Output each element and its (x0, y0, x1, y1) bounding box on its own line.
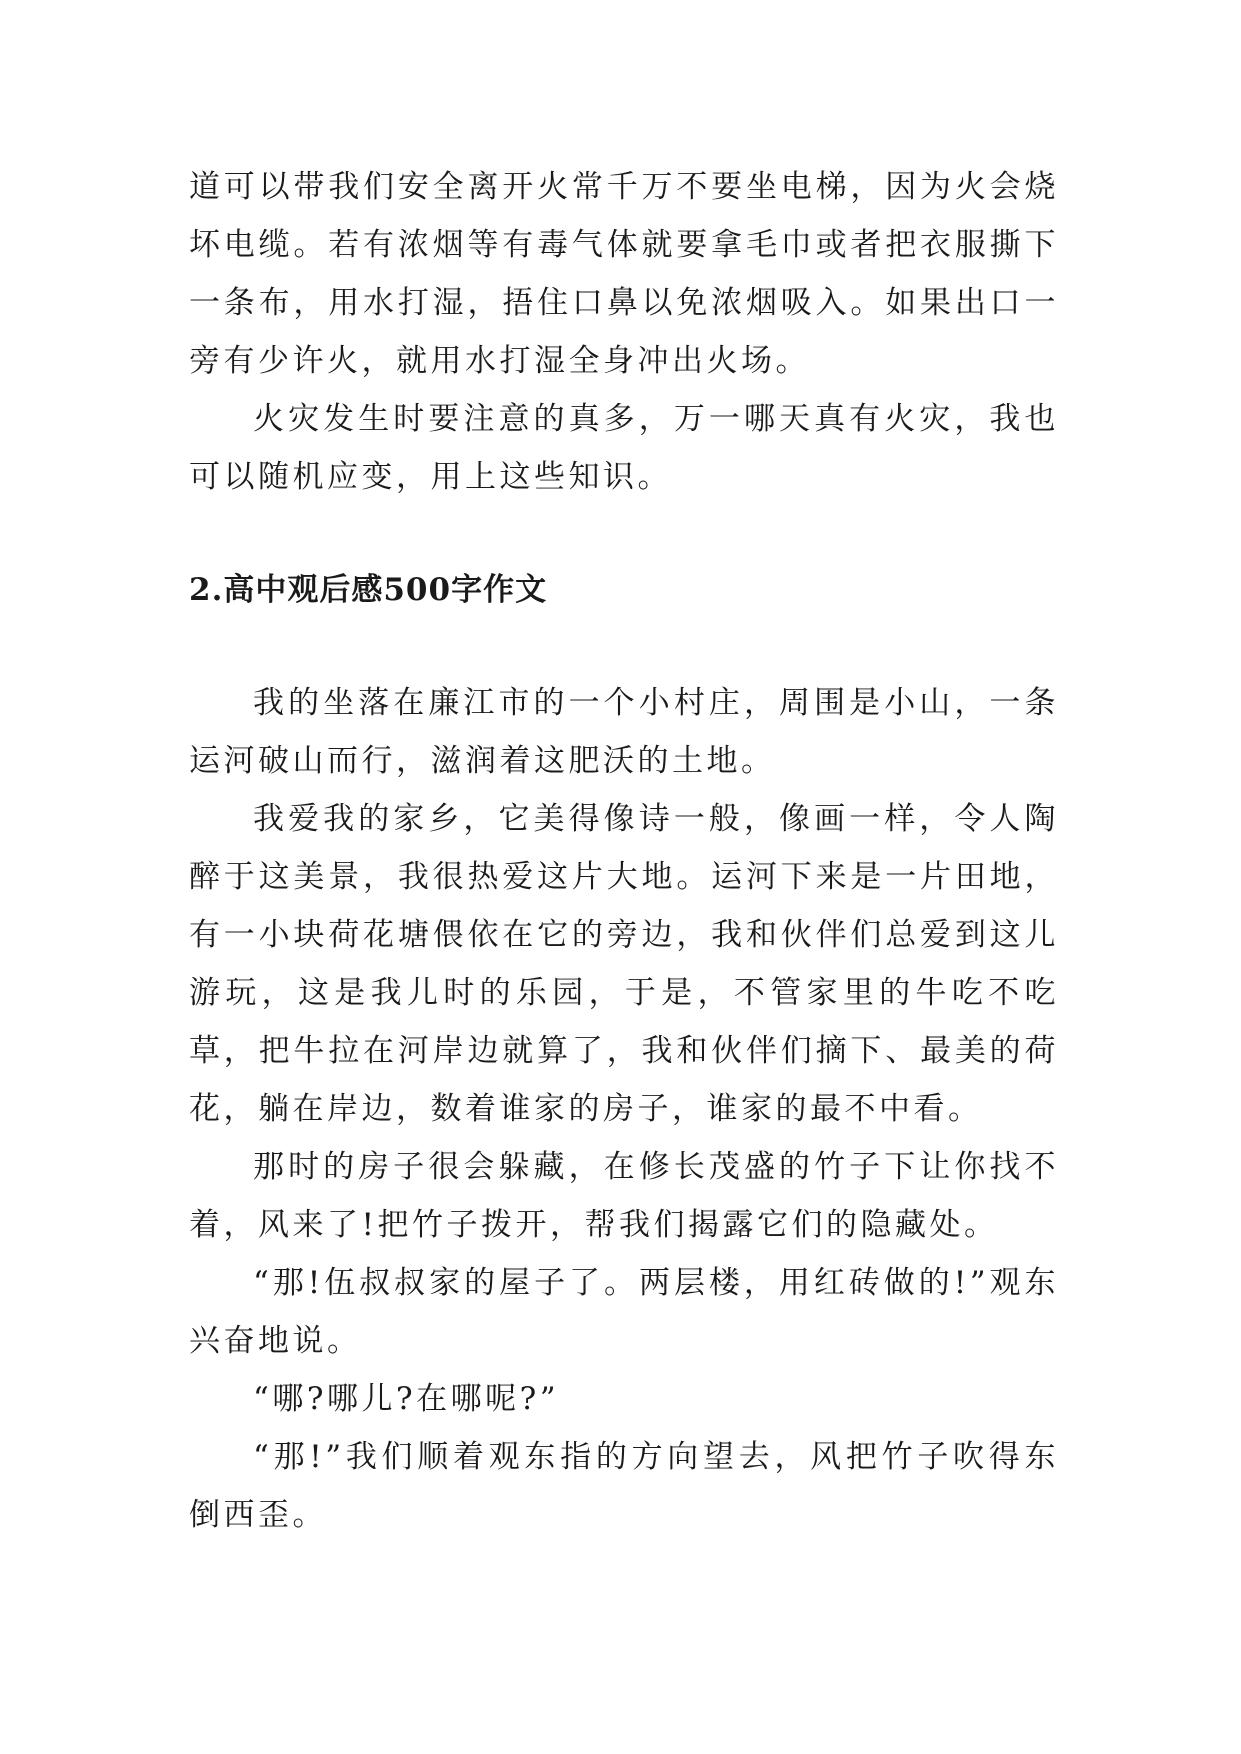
dialogue-paragraph: “那!伍叔叔家的屋子了。两层楼，用红砖做的!”观东兴奋地说。 (189, 1265, 1059, 1359)
document-page (189, 158, 1059, 1544)
paragraph-conclusion: 火灾发生时要注意的真多，万一哪天真有火灾，我也可以随机应变，用上这些知识。 (189, 401, 1059, 495)
dialogue-paragraph: “那!”我们顺着观东指的方向望去，风把竹子吹得东倒西歪。 (189, 1439, 1059, 1533)
section-heading: 2.高中观后感500字作文 (189, 572, 548, 608)
spacer (189, 619, 1059, 674)
dialogue-paragraph: “哪?哪儿?在哪呢?” (253, 1381, 560, 1417)
paragraph-continued: 道可以带我们安全离开火常千万不要坐电梯，因为火会烧坏电缆。若有浓烟等有毒气体就要拿毛巾或者把衣服撕下一条布，用水打湿，捂住口鼻以免浓烟吸入。如果出口一旁有少许火，就用水打湿全身冲出火场。 (189, 169, 1059, 379)
spacer (189, 506, 1059, 561)
paragraph: 那时的房子很会躲藏，在修长茂盛的竹子下让你找不着，风来了!把竹子拨开，帮我们揭露它们的隐藏处。 (189, 1149, 1059, 1243)
paragraph: 我的坐落在廉江市的一个小村庄，周围是小山，一条运河破山而行，滋润着这肥沃的土地。 (189, 685, 1059, 779)
paragraph: 我爱我的家乡，它美得像诗一般，像画一样，令人陶醉于这美景，我很热爱这片大地。运河下来是一片田地，有一小块荷花塘偎依在它的旁边，我和伙伴们总爱到这儿游玩，这是我儿时的乐园，于是，不管家里的牛吃不吃草，把牛拉在河岸边就算了，我和伙伴们摘下、最美的荷花，躺在岸边，数着谁家的房子，谁家的最不中看。 (189, 801, 1059, 1127)
